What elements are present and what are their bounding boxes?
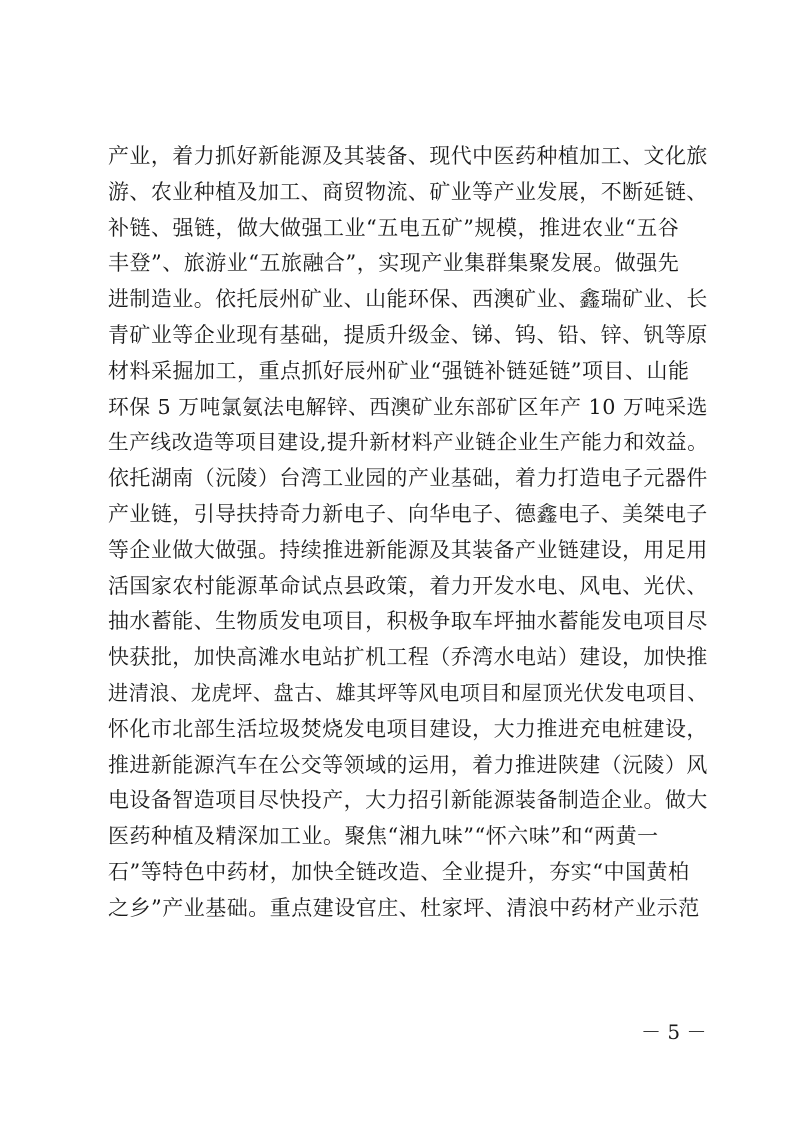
text-line: 环保 5 万吨氯氨法电解锌、西澳矿业东部矿区年产 10 万吨采选 — [108, 394, 708, 419]
text-line: 等企业做大做强。持续推进新能源及其装备产业链建设，用足用 — [108, 537, 708, 562]
body-text — [108, 139, 708, 927]
text-line: 进制造业。依托辰州矿业、山能环保、西澳矿业、鑫瑞矿业、长 — [108, 287, 708, 312]
text-line: 医药种植及精深加工业。聚焦“湘九味”“怀六味”和“两黄一 — [108, 824, 659, 849]
text-line: 之乡”产业基础。重点建设官庄、杜家坪、清浪中药材产业示范 — [108, 895, 700, 920]
text-line: 材料采掘加工，重点抓好辰州矿业“强链补链延链”项目、山能 — [108, 358, 690, 383]
text-line: 丰登”、旅游业“五旅融合”，实现产业集群集聚发展。做强先 — [108, 251, 680, 276]
text-line: 补链、强链，做大做强工业“五电五矿”规模，推进农业“五谷 — [108, 215, 680, 240]
text-line: 依托湖南（沅陵）台湾工业园的产业基础，着力打造电子元器件 — [108, 466, 708, 491]
text-line: 快获批，加快高滩水电站扩机工程（乔湾水电站）建设，加快推 — [108, 645, 708, 670]
text-line: 石”等特色中药材，加快全链改造、全业提升，夯实“中国黄柏 — [108, 859, 690, 884]
text-line: 青矿业等企业现有基础，提质升级金、锑、钨、铅、锌、钒等原 — [108, 322, 708, 347]
text-line: 抽水蓄能、生物质发电项目，积极争取车坪抽水蓄能发电项目尽 — [108, 609, 708, 634]
text-line: 生产线改造等项目建设,提升新材料产业链企业生产能力和效益。 — [108, 430, 709, 455]
page-number: － 5 － — [641, 1020, 707, 1044]
text-line: 游、农业种植及加工、商贸物流、矿业等产业发展，不断延链、 — [108, 179, 708, 204]
text-line: 进清浪、龙虎坪、盘古、雄其坪等风电项目和屋顶光伏发电项目、 — [108, 680, 708, 705]
text-line: 活国家农村能源革命试点县政策，着力开发水电、风电、光伏、 — [108, 573, 708, 598]
text-line: 电设备智造项目尽快投产，大力招引新能源装备制造企业。做大 — [108, 788, 708, 813]
text-line: 产业，着力抓好新能源及其装备、现代中医药种植加工、文化旅 — [108, 144, 708, 168]
text-line: 产业链，引导扶持奇力新电子、向华电子、德鑫电子、美桀电子 — [108, 501, 708, 526]
text-line: 推进新能源汽车在公交等领域的运用，着力推进陕建（沅陵）风 — [108, 752, 708, 777]
text-line: 怀化市北部生活垃圾焚烧发电项目建设，大力推进充电桩建设， — [108, 716, 708, 741]
